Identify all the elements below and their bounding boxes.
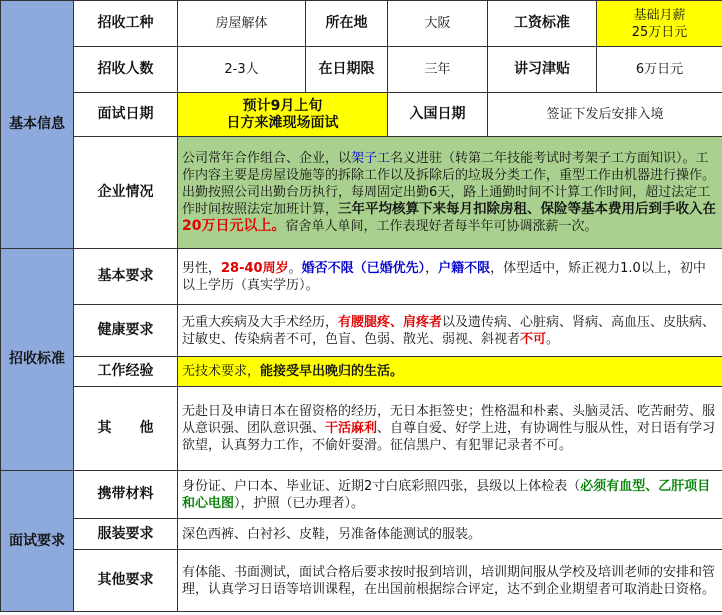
value-basic-req: 男性，28-40周岁。婚否不限（已婚优先），户籍不限，体型适中，矫正视力1.0以上，初中以上学历（真实学历）。	[178, 249, 722, 305]
value-other-req: 有体能、书面测试，面试合格后要求按时报到培训，培训期间服从学校及培训老师的安排和管理，认真学习日语等培训课程，在出国前根据综合评定，达不到企业期望者可取消赴日资格。	[178, 550, 722, 612]
label-company: 企业情况	[74, 137, 178, 249]
label-attire: 服装要求	[74, 519, 178, 550]
section-criteria: 招收标准	[1, 249, 74, 471]
label-term: 在日期限	[306, 47, 388, 93]
value-other: 无赴日及申请日本在留资格的经历，无日本拒签史；性格温和朴素、头脑灵活、吃苦耐劳、服从意识强、团队意识强、干活麻利、自尊自爱、好学上进，有协调性与服从性，对日语有学习欲望，认真努力工作，不偷奸耍滑。征信黑户、有犯罪记录者不可。	[178, 387, 722, 471]
experience-highlight: 能接受早出晚归的生活。	[260, 364, 404, 379]
label-job-type: 招收工种	[74, 1, 178, 47]
label-basic-req: 基本要求	[74, 249, 178, 305]
row-headcount	[1, 47, 722, 93]
label-interview-date: 面试日期	[74, 93, 178, 137]
health-highlight-pain: 有腰腿疼、肩疼者	[338, 314, 443, 330]
row-other	[1, 387, 722, 471]
value-interview-date	[178, 93, 388, 137]
label-location: 所在地	[306, 1, 388, 47]
label-other: 其 他	[74, 387, 178, 471]
salary-line1: 基础月薪	[633, 7, 686, 23]
row-other-req	[1, 550, 722, 612]
value-company: 公司常年合作组合、企业，以架子工名义进驻（转第二年技能考试时考架子工方面知识）。工作内容主要是房屋设施等的拆除工作以及拆除后的垃圾分类工作，重型工作由机器进行操作。出勤按照公司出勤台历执行，每周固定出勤6天，路上通勤时间不计算工作时间，超过法定工作时间按照法定加班计算，三年平均核算下来每月扣除房租、保险等基本费用后到手收入在20万日元以上。宿舍单人单间，工作表现好者每半年可协调涨薪一次。	[178, 137, 722, 249]
value-headcount: 2-3人	[178, 47, 306, 93]
label-salary: 工资标准	[488, 1, 597, 47]
row-basic-req	[1, 249, 722, 305]
value-experience: 无技术要求，能接受早出晚归的生活。	[178, 357, 722, 387]
value-salary	[597, 1, 722, 47]
interview-line1: 预计9月上旬	[242, 97, 323, 114]
salary-line2: 25万日元	[631, 24, 688, 40]
company-income-note: 三年平均核算下来每月扣除房租、保险等基本费用后到手收入在	[338, 201, 717, 217]
section-basic-info: 基本信息	[1, 1, 74, 249]
label-other-req: 其他要求	[74, 550, 178, 612]
interview-line2: 日方来滩现场面试	[226, 114, 339, 131]
label-headcount: 招收人数	[74, 47, 178, 93]
value-materials: 身份证、户口本、毕业证、近期2寸白底彩照四张，县级以上体检表（必须有血型、乙肝项目和心电图），护照（已办理者）。	[178, 471, 722, 519]
label-experience: 工作经验	[74, 357, 178, 387]
health-highlight-no: 不可	[520, 331, 547, 347]
value-attire: 深色西裤、白衬衫、皮鞋，另准备体能测试的服装。	[178, 519, 722, 550]
label-health: 健康要求	[74, 305, 178, 357]
row-health	[1, 305, 722, 357]
company-income-value: 20万日元以上。	[182, 218, 286, 234]
row-materials	[1, 471, 722, 519]
age-requirement: 28-40周岁	[221, 260, 289, 276]
row-interview-date	[1, 93, 722, 137]
value-job-type: 房屋解体	[178, 1, 306, 47]
row-company	[1, 137, 722, 249]
marital-requirement: 婚否不限（已婚优先）	[301, 260, 426, 276]
value-term: 三年	[388, 47, 488, 93]
materials-highlight-medical: 必须有血型、乙肝项目和心电图	[182, 478, 711, 511]
section-interview: 面试要求	[1, 471, 74, 612]
company-highlight-scaffolder: 架子工	[351, 151, 391, 166]
label-materials: 携带材料	[74, 471, 178, 519]
row-job-type	[1, 1, 722, 47]
value-health: 无重大疾病及大手术经历，有腰腿疼、肩疼者以及遗传病、心脏病、肾病、高血压、皮肤病、过敏史、传染病者不可，色盲、色弱、散光、弱视、斜视者不可。	[178, 305, 722, 357]
value-allowance: 6万日元	[597, 47, 722, 93]
label-entry-date: 入国日期	[388, 93, 488, 137]
value-location: 大阪	[388, 1, 488, 47]
label-allowance: 讲习津贴	[488, 47, 597, 93]
row-attire	[1, 519, 722, 550]
value-entry-date: 签证下发后安排入境	[488, 93, 722, 137]
other-highlight-efficient: 干活麻利	[325, 421, 378, 436]
hukou-requirement: 户籍不限	[438, 260, 491, 276]
row-experience	[1, 357, 722, 387]
